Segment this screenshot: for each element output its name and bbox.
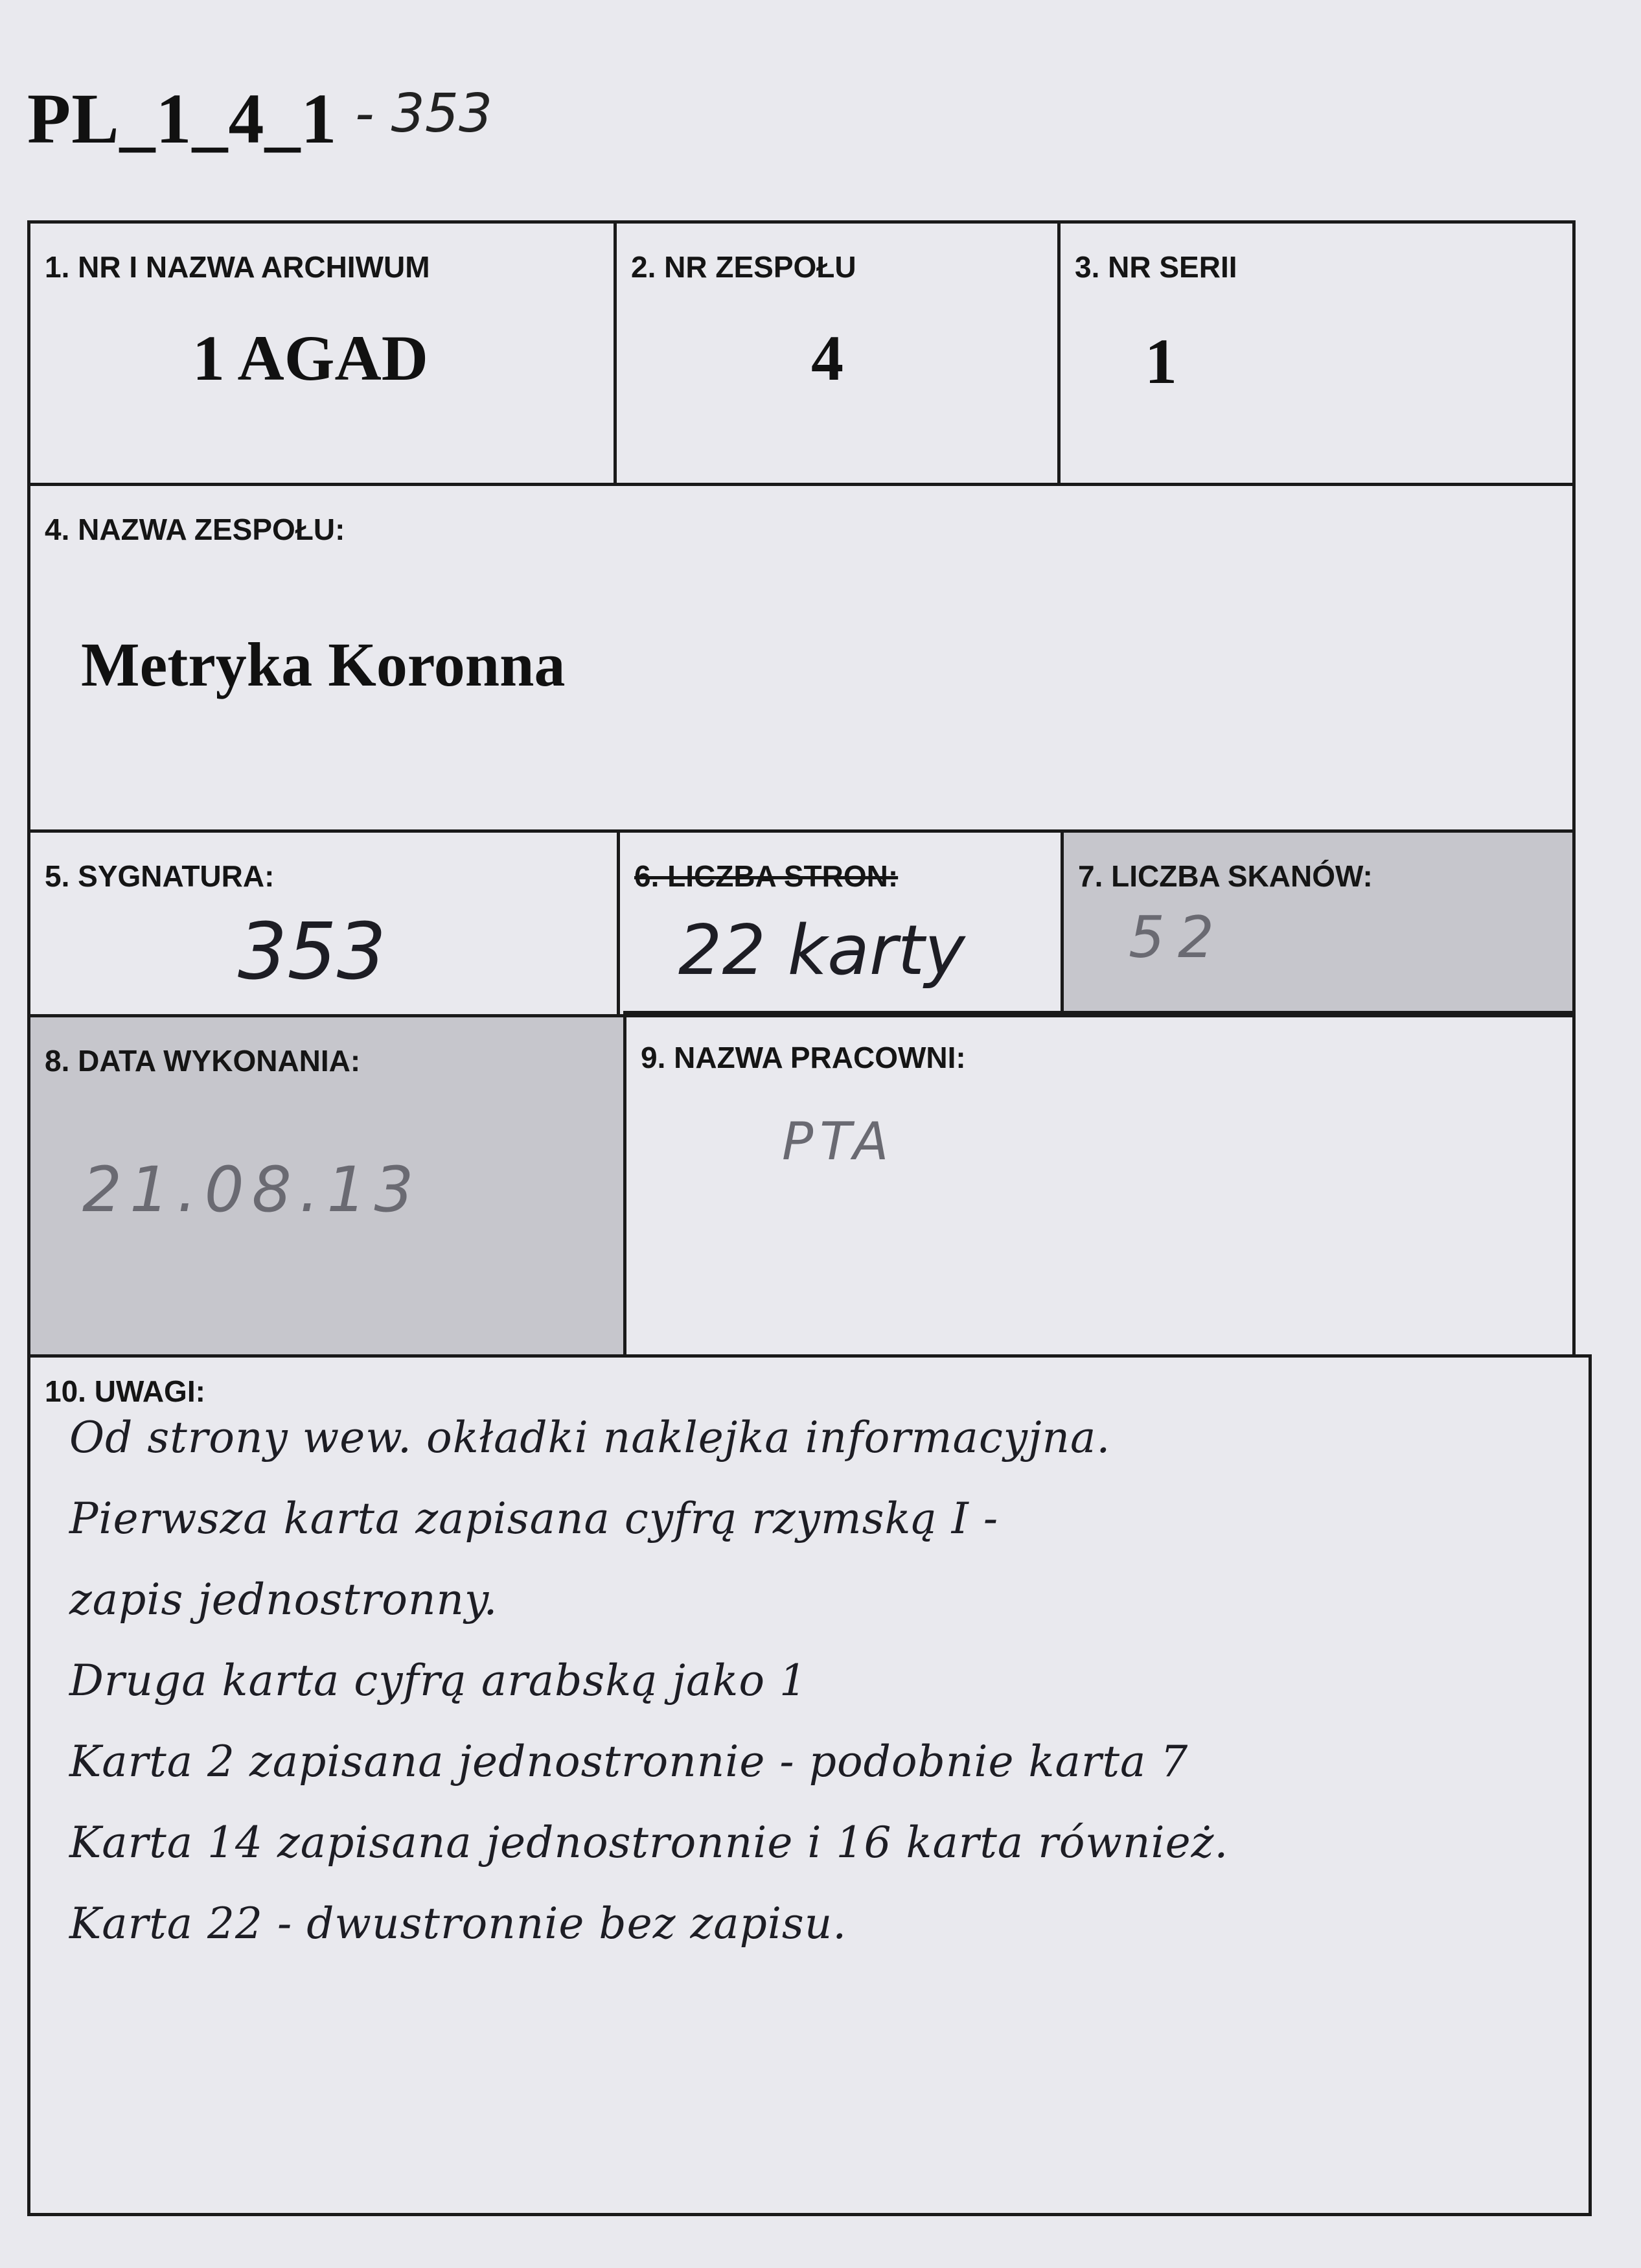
fonds-name-label: 4. NAZWA ZESPOŁU:: [45, 513, 345, 546]
remarks-line: Od strony wew. okładki naklejka informacyjna.: [69, 1413, 1111, 1463]
signature-label: 5. SYGNATURA:: [45, 859, 275, 893]
remarks-line: Druga karta cyfrą arabską jako 1: [69, 1656, 808, 1706]
signature-cell: [27, 829, 620, 1017]
fonds-number-value: 4: [811, 322, 843, 394]
fonds-name-cell: [27, 483, 1576, 833]
archive-label: 1. NR I NAZWA ARCHIWUM: [45, 250, 430, 284]
scan-count-value: 52: [1129, 904, 1227, 971]
signature-value: 353: [238, 907, 387, 997]
page-count-label: 6. LICZBA STRON:: [634, 859, 899, 893]
fonds-number-cell: [614, 220, 1061, 486]
handwritten-code-suffix: - 353: [355, 83, 493, 145]
studio-cell: [623, 1011, 1576, 1358]
archive-value: 1 AGAD: [192, 322, 428, 394]
archive-cell: [27, 220, 617, 486]
date-label: 8. DATA WYKONANIA:: [45, 1044, 361, 1078]
series-number-value: 1: [1145, 325, 1177, 397]
remarks-cell: [27, 1354, 1592, 2216]
metadata-form: [27, 220, 1576, 2216]
page-count-value: 22 karty: [678, 910, 965, 990]
series-number-cell: [1057, 220, 1576, 486]
page-count-cell: [617, 829, 1064, 1017]
remarks-label: 10. UWAGI:: [45, 1374, 205, 1408]
series-number-label: 3. NR SERII: [1075, 250, 1237, 284]
studio-label: 9. NAZWA PRACOWNI:: [641, 1041, 966, 1074]
document-code: PL_1_4_1: [27, 79, 338, 158]
scan-count-label: 7. LICZBA SKANÓW:: [1078, 859, 1373, 893]
remarks-line: Pierwsza karta zapisana cyfrą rzymską I -: [69, 1494, 999, 1544]
fonds-number-label: 2. NR ZESPOŁU: [631, 250, 856, 284]
scan-count-cell: [1061, 829, 1576, 1017]
remarks-line: Karta 2 zapisana jednostronnie - podobnie karta 7: [69, 1737, 1189, 1787]
remarks-line: zapis jednostronny.: [69, 1575, 498, 1625]
date-cell: [27, 1014, 626, 1358]
remarks-line: Karta 22 - dwustronnie bez zapisu.: [69, 1899, 847, 1949]
remarks-line: Karta 14 zapisana jednostronnie i 16 karta również.: [69, 1818, 1229, 1868]
studio-value: PTA: [782, 1111, 895, 1172]
date-value: 21.08.13: [82, 1153, 422, 1226]
fonds-name-value: Metryka Koronna: [81, 630, 566, 699]
